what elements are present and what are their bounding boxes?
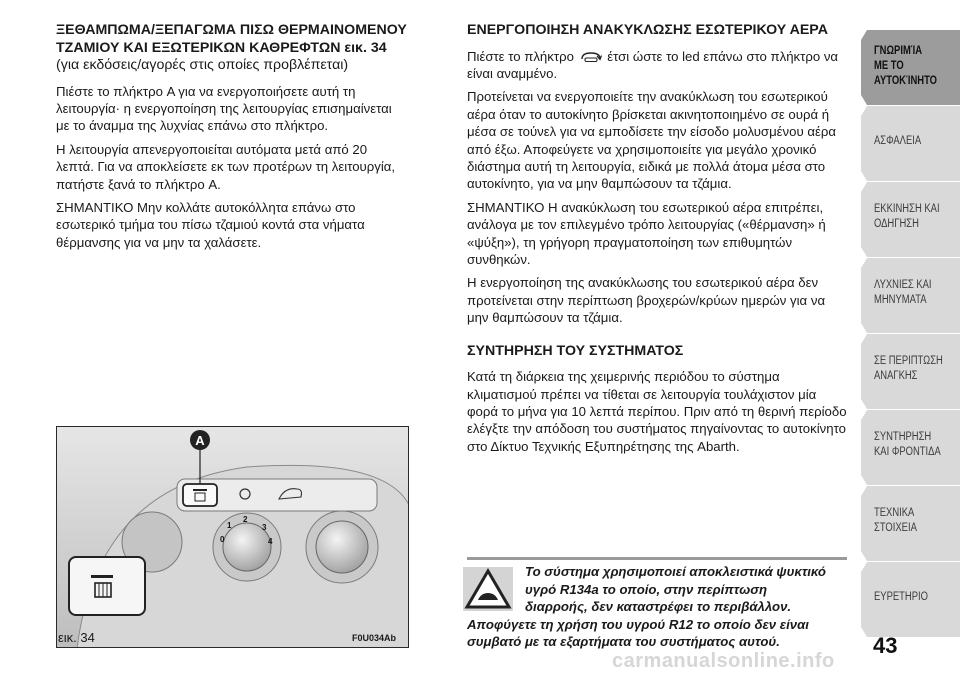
watermark: carmanualsonline.info <box>612 650 835 672</box>
fan-speed-3: 3 <box>262 523 267 532</box>
tab-warning-lights[interactable]: ΛΥΧΝΙΕΣ ΚΑΙ ΜΗΝΥΜΑΤΑ <box>861 258 960 333</box>
fan-speed-1: 1 <box>227 521 232 530</box>
figure-code: F0U034Ab <box>352 633 397 643</box>
warning-note: Το σύστημα χρησιμοποιεί αποκλειστικά ψυκτικό υγρό R134a το οποίο, στην περίπτωση διαρροής, δεν καταστρέφει το περιβάλλον. Αποφύγετε τη χρήση του υγρού R12 το οποίο δεν είναι συμβατό με τα εξαρτήματα του συστήματος αυτού. <box>467 564 826 650</box>
recirculation-paragraph-1: Πιέστε το πλήκτρο έτσι ώστε το led επάνω στο πλήκτρο να είναι αναμμένο. <box>467 48 839 81</box>
defrost-paragraph-3: ΣΗΜΑΝΤΙΚΟ Μην κολλάτε αυτοκόλλητα επάνω στο εσωτερικό τμήμα του πίσω τζαμιού κοντά στα νήματα θέρμανσης για να μην τα χαλάσετε. <box>56 199 365 250</box>
tab-safety[interactable]: ΑΣΦΑΛΕΙΑ <box>861 106 960 181</box>
defrost-paragraph-2: Η λειτουργία απενεργοποιείται αυτόματα μετά από 20 λεπτά. Για να αποκλείσετε εκ των προτέρων τη λειτουργία, πατήστε ξανά το πλήκτρο A. <box>56 141 396 192</box>
figure-caption: εικ. 34 <box>58 630 95 645</box>
marker-a: A <box>195 433 205 448</box>
tab-index[interactable]: ΕΥΡΕΤΗΡΙΟ <box>861 562 960 637</box>
fan-speed-4: 4 <box>268 537 273 546</box>
left-column <box>56 22 408 251</box>
page-number: 43 <box>873 633 898 658</box>
defrost-heading-subtitle: (για εκδόσεις/αγορές στις οποίες προβλέπεται) <box>56 57 349 73</box>
tab-emergency[interactable]: ΣΕ ΠΕΡΙΠΤΩΣΗ ΑΝΑΓΚΗΣ <box>861 334 960 409</box>
warning-divider <box>467 557 847 560</box>
tab-technical-data[interactable]: ΤΕΧΝΙΚΑ ΣΤΟΙΧΕΙΑ <box>861 486 960 561</box>
chapter-sidebar <box>861 30 960 638</box>
climate-panel-illustration <box>57 427 409 648</box>
rear-defrost-button-figure <box>183 484 217 506</box>
recirculation-icon <box>580 50 602 63</box>
tab-maintenance[interactable]: ΣΥΝΤΗΡΗΣΗ ΚΑΙ ΦΡΟΝΤΙΔΑ <box>861 410 960 485</box>
maintenance-heading: ΣΥΝΤΗΡΗΣΗ ΤΟΥ ΣΥΣΤΗΜΑΤΟΣ <box>467 342 684 359</box>
recirculation-paragraph-2: Προτείνεται να ενεργοποιείτε την ανακύκλωση του εσωτερικού αέρα όταν το αυτοκίνητο βρίσκεται ακινητοποιημένο σε ουρά ή μέσα σε τούνελ για να εμποδίσετε την είσοδο μολυσμένου αέρα από έξω. Αποφεύγετε να χρησιμοποιείτε για μεγάλο χρονικό διάστημα αυτή τη λειτουργία, ειδικά με πολλά άτομα μέσα στο αυτοκίνητο, για να μην θαμπώσουν τα τζάμια. <box>467 89 836 192</box>
recirculation-paragraph-3: ΣΗΜΑΝΤΙΚΟ Η ανακύκλωση του εσωτερικού αέρα επιτρέπει, ανάλογα με τον επιλεγμένο τρόπο λειτουργίας («θέρμανση» ή «ψύξη»), τη γρήγορη πραγματοποίηση των επιθυμητών συνθηκών. <box>467 199 826 267</box>
right-column <box>467 22 847 455</box>
fan-speed-2: 2 <box>243 515 248 524</box>
climate-control-figure <box>56 426 409 648</box>
fan-speed-0: 0 <box>220 535 225 544</box>
tab-getting-to-know-car[interactable]: ΓΝΩΡΙΜΊΑ ΜΕ ΤΟ ΑΥΤΟΚΊΝΗΤΟ <box>861 30 960 105</box>
defrost-heading: ΞΕΘΑΜΠΩΜΑ/ΞΕΠΑΓΩΜΑ ΠΙΣΩ ΘΕΡΜΑΙΝΟΜΕΝΟΥ ΤΖΑΜΙΟΥ ΚΑΙ ΕΞΩΤΕΡΙΚΩΝ ΚΑΘΡΕΦΤΩΝ εικ. 34 (για εκδόσεις/αγορές στις οποίες προβλέπεται) <box>56 22 407 73</box>
tab-starting-driving[interactable]: ΕΚΚΙΝΗΣΗ ΚΑΙ ΟΔΗΓΗΣΗ <box>861 182 960 257</box>
maintenance-paragraph: Κατά τη διάρκεια της χειμερινής περιόδου το σύστημα κλιματισμού πρέπει να τίθεται σε λειτουργία τουλάχιστον μία φορά το μήνα για 10 λεπτά περίπου. Πριν από τη θερινή περίοδο ελέγξτε την απόδοση του συστήματος πηγαίνοντας το αυτοκίνητο στο Δίκτυο Τεχνικής Εξυπηρέτησης της Abarth. <box>467 369 847 454</box>
defrost-paragraph-1: Πιέστε το πλήκτρο A για να ενεργοποιήσετε αυτή τη λειτουργία· η ενεργοποίηση της λειτουργίας επισημαίνεται με το άναμμα της λυχνίας επάνω στο πλήκτρο. <box>56 83 392 134</box>
recirculation-paragraph-4: Η ενεργοποίηση της ανακύκλωσης του εσωτερικού αέρα δεν προτείνεται στην περίπτωση βροχερών/κρύων ημερών για να μην θαμπώσουν τα τζάμια. <box>467 275 826 326</box>
recirculation-heading: ΕΝΕΡΓΟΠΟΙΗΣΗ ΑΝΑΚΥΚΛΩΣΗΣ ΕΣΩΤΕΡΙΚΟΥ ΑΕΡΑ <box>467 22 828 38</box>
